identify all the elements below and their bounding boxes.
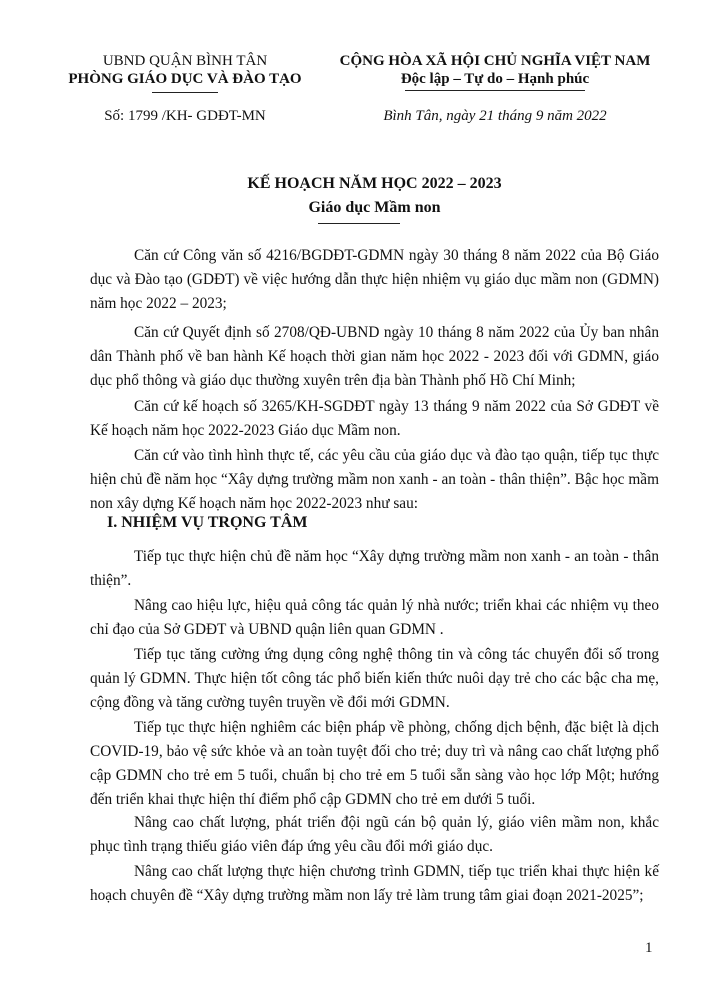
section-paragraph-6: Nâng cao chất lượng thực hiện chương trình GDMN, tiếp tục triển khai thực hiện kế hoạch chuyên đề “Xây dựng trường mầm non lấy trẻ làm trung tâm giai đoạn 2021-2025”;: [90, 863, 659, 904]
document-title: KẾ HOẠCH NĂM HỌC 2022 – 2023: [247, 175, 502, 192]
section-paragraph-3: Tiếp tục tăng cường ứng dụng công nghệ thông tin và công tác chuyển đổi số trong quản lý GDMN. Thực hiện tốt công tác phổ biến kiến thức nuôi dạy trẻ cho các bậc cha mẹ, cộng đồng và tăng cường tuyên truyền về đổi mới GDMN.: [90, 646, 659, 711]
national-motto: Độc lập – Tự do – Hạnh phúc: [400, 71, 590, 87]
section-paragraph-5: Nâng cao chất lượng, phát triển đội ngũ cán bộ quản lý, giáo viên mầm non, khắc phục tình trạng thiếu giáo viên đáp ứng yêu cầu đổi mới giáo dục.: [90, 814, 659, 855]
paragraph-basis-2: Căn cứ Quyết định số 2708/QĐ-UBND ngày 10 tháng 8 năm 2022 của Ủy ban nhân dân Thành phố về ban hành Kế hoạch thời gian năm học 2022 - 2023 đối với GDMN, giáo dục phổ thông và giáo dục thường xuyên trên địa bàn Thành phố Hồ Chí Minh;: [90, 324, 659, 389]
place-date: Bình Tân, ngày 21 tháng 9 năm 2022: [383, 108, 607, 124]
agency-name: UBND QUẬN BÌNH TÂN: [102, 53, 268, 69]
section-paragraph-1: Tiếp tục thực hiện chủ đề năm học “Xây dựng trường mầm non xanh - an toàn - thân thiện”.: [90, 548, 659, 589]
section-paragraph-2: Nâng cao hiệu lực, hiệu quả công tác quản lý nhà nước; triển khai các nhiệm vụ theo chỉ đạo của Sở GDĐT và UBND quận liên quan GDMN .: [90, 597, 659, 638]
motto-underline: [405, 90, 585, 91]
title-underline: [318, 223, 400, 224]
national-title: CỘNG HÒA XÃ HỘI CHỦ NGHĨA VIỆT NAM: [339, 53, 651, 69]
paragraph-basis-4: Căn cứ vào tình hình thực tế, các yêu cầu của giáo dục và đào tạo quận, tiếp tục thực hiện chủ đề năm học “Xây dựng trường mầm non xanh - an toàn - thân thiện”. Bậc học mầm non xây dựng Kế hoạch năm học 2022-2023 như sau:: [90, 447, 659, 512]
paragraph-basis-1: Căn cứ Công văn số 4216/BGDĐT-GDMN ngày 30 tháng 8 năm 2022 của Bộ Giáo dục và Đào tạo (GDĐT) về việc hướng dẫn thực hiện nhiệm vụ giáo dục mầm non (GDMN) năm học 2022 – 2023;: [90, 247, 659, 312]
document-number: Số: 1799 /KH- GDĐT-MN: [104, 108, 266, 124]
paragraph-basis-3: Căn cứ kế hoạch số 3265/KH-SGDĐT ngày 13 tháng 9 năm 2022 của Sở GDĐT về Kế hoạch năm học 2022-2023 Giáo dục Mầm non.: [90, 398, 659, 439]
section-heading: I. NHIỆM VỤ TRỌNG TÂM: [107, 514, 308, 531]
document-subtitle: Giáo dục Mầm non: [308, 199, 441, 216]
office-underline: [152, 92, 218, 93]
office-name: PHÒNG GIÁO DỤC VÀ ĐÀO TẠO: [68, 71, 302, 87]
page-number: 1: [645, 940, 653, 956]
section-paragraph-4: Tiếp tục thực hiện nghiêm các biện pháp về phòng, chống dịch bệnh, đặc biệt là dịch COVID-19, bảo vệ sức khỏe và an toàn tuyệt đối cho trẻ; duy trì và nâng cao chất lượng phổ cập GDMN cho trẻ em 5 tuổi, chuẩn bị cho trẻ em 5 tuổi sẵn sàng vào học lớp Một; hướng đến triển khai thực hiện thí điểm phổ cập GDMN cho trẻ em dưới 5 tuổi.: [90, 719, 659, 808]
